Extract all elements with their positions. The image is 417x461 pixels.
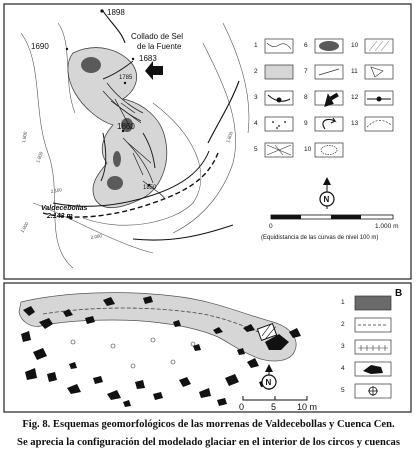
legend-b-num-4: 4 [341,365,345,372]
legend-b-num-3: 3 [341,343,345,350]
legend-a-num-11: 11 [351,68,358,75]
legend-a-num-2: 2 [254,68,258,75]
legend-a-num-3: 3 [254,94,258,101]
panel-a-map [3,3,413,281]
legend-a-num-9: 9 [304,120,308,127]
legend-b-num-2: 2 [341,321,345,328]
legend-a-num-6: 6 [304,42,308,49]
legend-a-num-13: 13 [351,120,359,127]
elevation-1850: 1850 [143,185,157,191]
scale-a-note: (Equidistancia de las curvas de nivel 100 m) [261,235,379,241]
svg-text:1.800: 1.800 [19,221,30,234]
figure-caption [6,416,411,452]
peak-elevation: 2.143 m [47,213,73,220]
legend-b-num-5: 5 [341,387,345,394]
panel-b-map [3,282,413,414]
scale-a-start: 0 [269,223,273,230]
elevation-1683: 1683 [139,54,157,63]
scale-b-0: 0 [239,402,245,412]
legend-a-num-4: 4 [254,120,258,127]
legend-a-num-1: 1 [254,42,258,49]
elevation-1898: 1898 [107,8,125,17]
caption-line-2: Se aprecia la configuración del modelado glaciar en el interior de los circos y cuencas [17,437,400,448]
elevation-1860: 1860 [117,122,135,131]
north-label-b: N [265,378,272,387]
legend-a-num-7: 7 [304,68,308,75]
elevation-1785: 1785 [119,75,133,81]
place-name-line2: de la Fuente [137,42,182,51]
legend-a-num-12: 12 [351,94,359,101]
svg-text:1.900: 1.900 [35,151,44,164]
scale-b-5: 5 [271,402,277,412]
svg-text:2.100: 2.100 [50,187,63,194]
legend-a-num-10b: 10 [304,146,312,153]
scale-a-end: 1.000 m [375,223,399,230]
north-label-a: N [323,195,330,204]
svg-text:2.000: 2.000 [90,233,103,240]
scale-b-10: 10 m [297,402,318,412]
elevation-1690: 1690 [31,42,49,51]
peak-name: Valdecebollas [41,205,88,212]
legend-a-num-10: 10 [351,42,359,49]
caption-line-1: Fig. 8. Esquemas geomorfológicos de las morrenas de Valdecebollas y Cuenca Cen. [22,419,395,430]
svg-text:1.800: 1.800 [21,131,28,144]
panel-b-letter: B [395,288,403,299]
place-name-line1: Collado de Sel [131,32,184,41]
svg-text:1.800: 1.800 [225,131,234,144]
legend-b-num-1: 1 [341,299,345,306]
legend-a-num-8: 8 [304,94,308,101]
legend-a-num-5: 5 [254,146,258,153]
